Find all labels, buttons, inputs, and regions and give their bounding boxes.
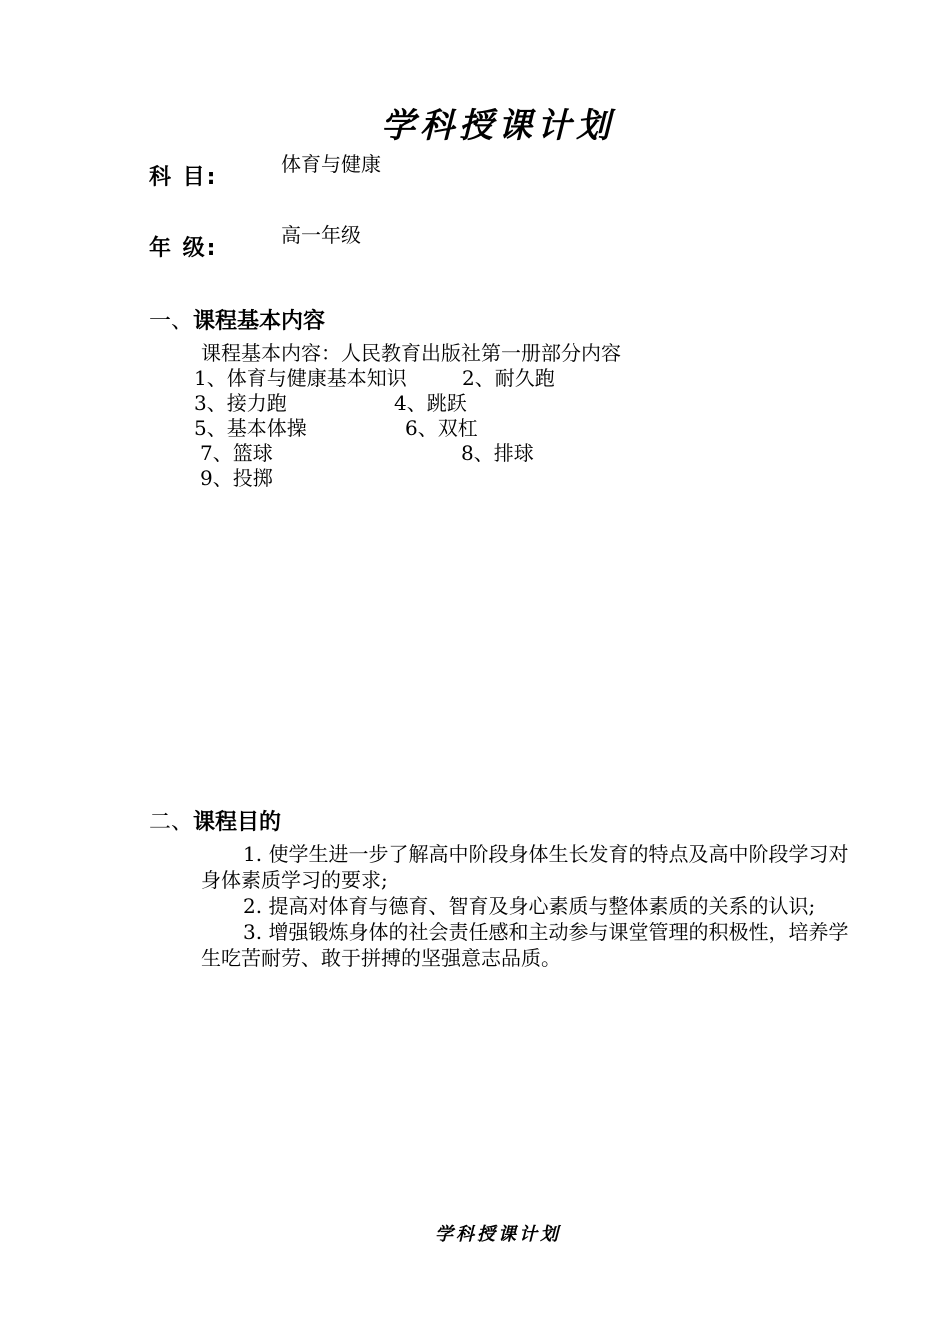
section1-title: 课程基本内容: [193, 309, 326, 334]
subject-value: 体育与健康: [281, 152, 381, 176]
content-item-8: 8、排球: [461, 441, 534, 465]
section2-number: 二、: [149, 810, 194, 835]
content-item-3: 3、接力跑: [194, 391, 287, 415]
grade-label: 年 级:: [149, 236, 218, 261]
content-item-1: 1、体育与健康基本知识: [194, 366, 407, 390]
content-item-9: 9、投掷: [200, 466, 273, 490]
content-item-7: 7、篮球: [200, 441, 273, 465]
content-item-4: 4、跳跃: [394, 391, 467, 415]
section2-title: 课程目的: [193, 810, 282, 835]
subject-label: 科 目:: [149, 165, 218, 190]
document-title: 学科授课计划: [381, 106, 615, 146]
content-item-5: 5、基本体操: [194, 416, 307, 440]
section2-heading: [149, 805, 281, 836]
goal-item-2: 2. 提高对体育与德育、智育及身心素质与整体素质的关系的认识;: [243, 894, 816, 918]
section1-intro: 课程基本内容：人民教育出版社第一册部分内容: [201, 341, 621, 365]
section1-number: 一、: [149, 309, 194, 334]
content-item-6: 6、双杠: [405, 416, 478, 440]
goal-item-3: 3. 增强锻炼身体的社会责任感和主动参与课堂管理的积极性，培养学生吃苦耐劳、敢于拼搏的坚强意志品质。: [201, 920, 849, 970]
content-item-2: 2、耐久跑: [462, 366, 555, 390]
goal-item-1: 1. 使学生进一步了解高中阶段身体生长发育的特点及高中阶段学习对身体素质学习的要求;: [201, 842, 849, 892]
grade-value: 高一年级: [281, 223, 361, 247]
goals-list: [201, 841, 853, 971]
page-footer: 学科授课计划: [435, 1224, 561, 1245]
section1-heading: [149, 304, 325, 335]
